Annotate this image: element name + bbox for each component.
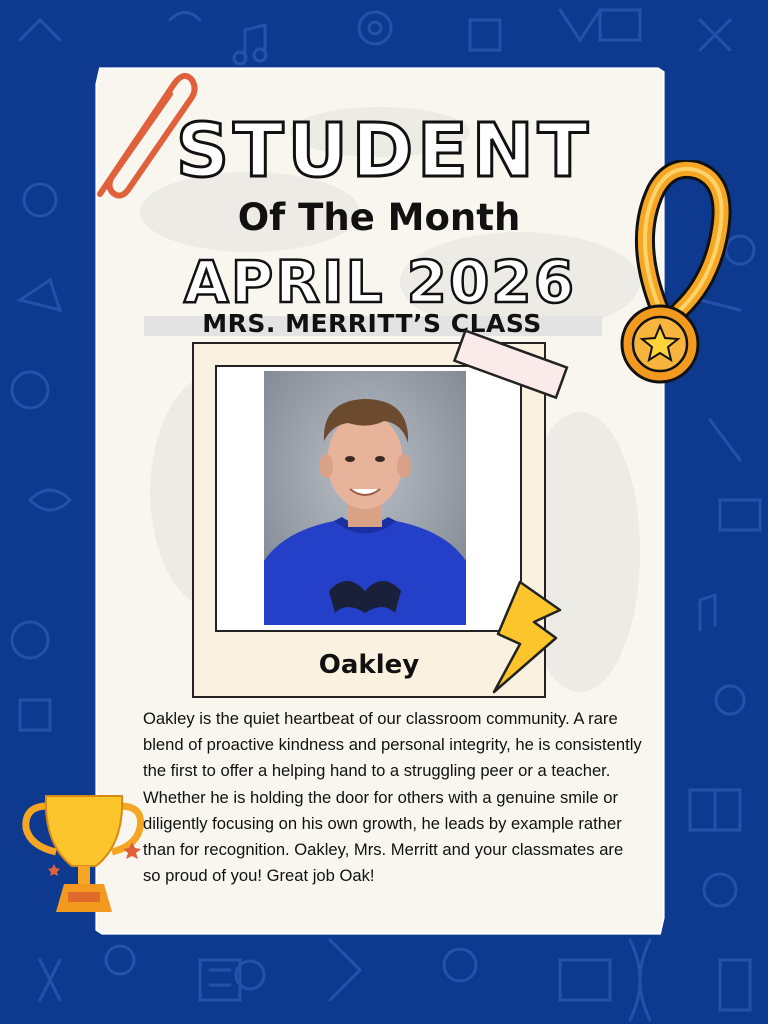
trophy-icon [20,784,148,924]
month-year: APRIL 2026 [183,248,577,316]
class-name: MRS. MERRITT’S CLASS [202,309,542,338]
tape-icon [448,330,572,402]
lightning-bolt-icon [490,578,562,696]
page-title: STUDENT [175,108,593,194]
page-subtitle: Of The Month [237,196,521,239]
paperclip-icon [82,62,202,212]
student-portrait [264,371,466,625]
student-description: Oakley is the quiet heartbeat of our classroom community. A rare blend of proactive kindness and personal integrity, he is consistently the first to offer a helping hand to a struggling peer or a teacher. Whether he is holding the door for others with a genuine smile or diligently focusing on his own growth, he leads by example rather than for recognition. Oakley, Mrs. Merritt and your classmates are so proud of you! Great job Oak! [143,709,642,886]
medal-icon [608,160,740,386]
student-name: Oakley [318,650,420,680]
